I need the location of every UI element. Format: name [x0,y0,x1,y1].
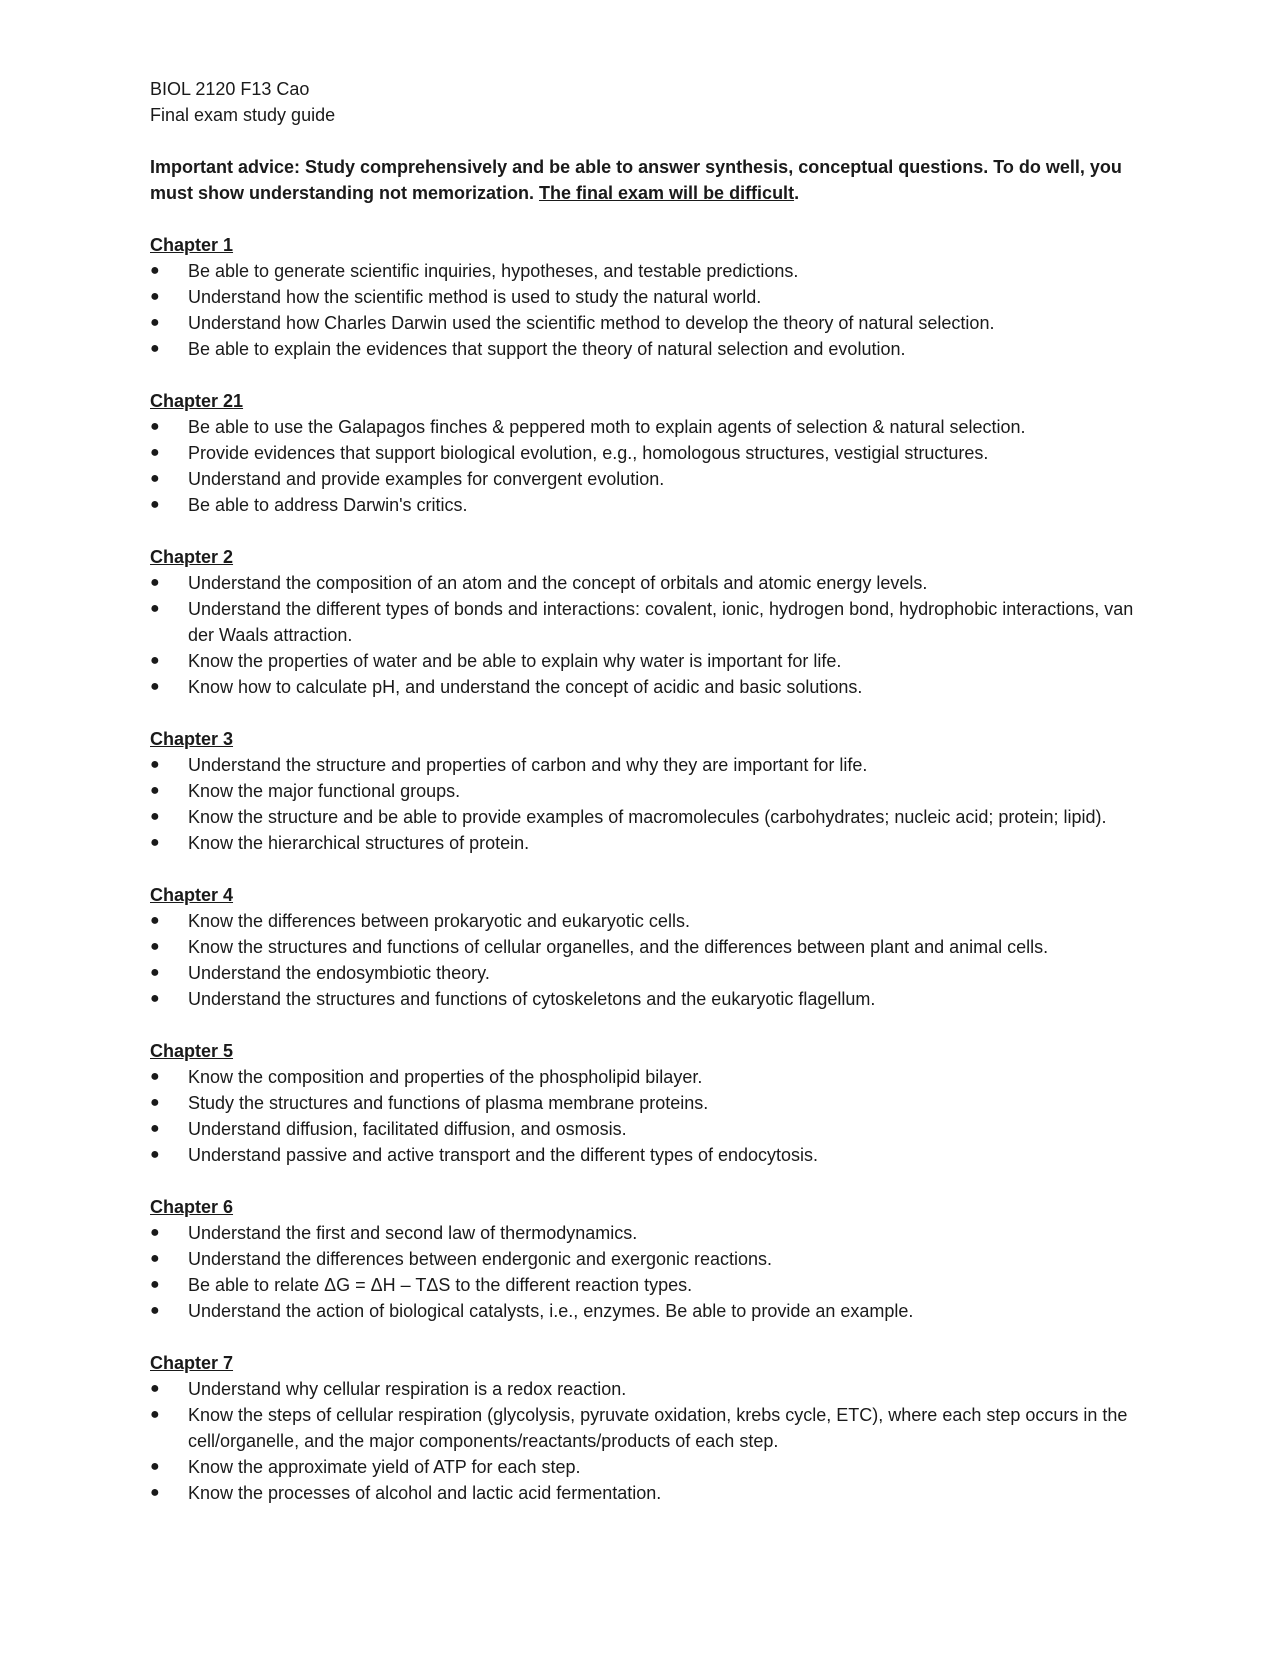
list-item [150,1142,1150,1168]
chapter-section [150,726,1150,856]
list-item-text: Know the structures and functions of cellular organelles, and the differences between plant and animal cells. [188,937,1049,957]
list-item-text: Know the structure and be able to provide examples of macromolecules (carbohydrates; nucleic acid; protein; lipid). [188,807,1107,827]
list-item [150,1246,1150,1272]
chapter-item-list [150,1220,1150,1324]
list-item-text: Understand the structures and functions of cytoskeletons and the eukaryotic flagellum. [188,989,876,1009]
chapter-section [150,544,1150,700]
list-item-text: Understand the different types of bonds and interactions: covalent, ionic, hydrogen bond, hydrophobic interactions, van der Waals attraction. [188,599,1134,645]
list-item [150,492,1150,518]
list-item [150,986,1150,1012]
list-item-text: Understand and provide examples for convergent evolution. [188,469,665,489]
bullet-icon: ● [150,1458,160,1475]
list-item-text: Understand diffusion, facilitated diffusion, and osmosis. [188,1119,627,1139]
chapter-item-list [150,414,1150,518]
list-item [150,674,1150,700]
list-item [150,1376,1150,1402]
list-item [150,310,1150,336]
advice-text: Important advice: Study comprehensively and be able to answer synthesis, conceptual questions. To do well, you must show understanding not memorization. [150,157,1122,203]
bullet-icon: ● [150,964,160,981]
list-item [150,830,1150,856]
bullet-icon: ● [150,444,160,461]
list-item-text: Understand the first and second law of thermodynamics. [188,1223,638,1243]
bullet-icon: ● [150,340,160,357]
bullet-icon: ● [150,1250,160,1267]
chapter-item-list [150,1376,1150,1506]
list-item [150,570,1150,596]
list-item [150,804,1150,830]
chapter-item-list [150,570,1150,700]
chapter-item-list [150,908,1150,1012]
bullet-icon: ● [150,470,160,487]
list-item-text: Understand the structure and properties of carbon and why they are important for life. [188,755,868,775]
list-item-text: Understand how Charles Darwin used the scientific method to develop the theory of natural selection. [188,313,995,333]
important-advice [150,154,1150,206]
bullet-icon: ● [150,1380,160,1397]
list-item [150,960,1150,986]
bullet-icon: ● [150,756,160,773]
bullet-icon: ● [150,912,160,929]
bullet-icon: ● [150,782,160,799]
list-item-text: Understand the endosymbiotic theory. [188,963,490,983]
list-item [150,1454,1150,1480]
list-item-text: Be able to relate ΔG = ΔH – TΔS to the different reaction types. [188,1275,693,1295]
bullet-icon: ● [150,1276,160,1293]
chapter-section [150,232,1150,362]
bullet-icon: ● [150,1068,160,1085]
list-item [150,1402,1150,1454]
bullet-icon: ● [150,1120,160,1137]
chapter-title: Chapter 4 [150,885,234,905]
list-item [150,1480,1150,1506]
list-item [150,596,1150,648]
list-item [150,908,1150,934]
list-item-text: Understand the differences between endergonic and exergonic reactions. [188,1249,773,1269]
list-item [150,1220,1150,1246]
bullet-icon: ● [150,990,160,1007]
bullet-icon: ● [150,652,160,669]
chapter-item-list [150,752,1150,856]
list-item-text: Know the approximate yield of ATP for each step. [188,1457,581,1477]
bullet-icon: ● [150,314,160,331]
list-item-text: Know the steps of cellular respiration (glycolysis, pyruvate oxidation, krebs cycle, ETC), where each step occurs in the cell/organelle, and the major components/reactants/products of each step. [188,1405,1128,1451]
chapter-title: Chapter 7 [150,1353,234,1373]
list-item [150,934,1150,960]
list-item [150,1272,1150,1298]
bullet-icon: ● [150,600,160,617]
list-item [150,284,1150,310]
chapter-section [150,1350,1150,1506]
advice-emphasis: The final exam will be difficult [539,183,795,203]
bullet-icon: ● [150,262,160,279]
bullet-icon: ● [150,834,160,851]
list-item-text: Understand why cellular respiration is a redox reaction. [188,1379,627,1399]
course-code: BIOL 2120 F13 Cao [150,79,310,99]
chapter-title: Chapter 1 [150,235,234,255]
chapter-list [150,232,1150,1506]
list-item [150,1298,1150,1324]
list-item-text: Be able to generate scientific inquiries, hypotheses, and testable predictions. [188,261,799,281]
bullet-icon: ● [150,288,160,305]
chapter-section [150,388,1150,518]
bullet-icon: ● [150,574,160,591]
chapter-item-list [150,258,1150,362]
bullet-icon: ● [150,1146,160,1163]
list-item-text: Understand the composition of an atom and the concept of orbitals and atomic energy levels. [188,573,928,593]
list-item-text: Know the hierarchical structures of protein. [188,833,530,853]
list-item [150,1116,1150,1142]
bullet-icon: ● [150,1224,160,1241]
list-item [150,1090,1150,1116]
bullet-icon: ● [150,1094,160,1111]
list-item [150,336,1150,362]
chapter-title: Chapter 21 [150,391,244,411]
list-item-text: Understand how the scientific method is used to study the natural world. [188,287,762,307]
list-item-text: Know the major functional groups. [188,781,461,801]
list-item-text: Know the composition and properties of the phospholipid bilayer. [188,1067,703,1087]
list-item [150,752,1150,778]
list-item [150,258,1150,284]
list-item [150,414,1150,440]
bullet-icon: ● [150,678,160,695]
list-item [150,1064,1150,1090]
bullet-icon: ● [150,418,160,435]
bullet-icon: ● [150,808,160,825]
list-item-text: Know how to calculate pH, and understand the concept of acidic and basic solutions. [188,677,863,697]
list-item-text: Know the processes of alcohol and lactic acid fermentation. [188,1483,662,1503]
list-item [150,778,1150,804]
list-item [150,466,1150,492]
bullet-icon: ● [150,496,160,513]
list-item-text: Understand passive and active transport and the different types of endocytosis. [188,1145,819,1165]
list-item-text: Understand the action of biological catalysts, i.e., enzymes. Be able to provide an example. [188,1301,914,1321]
chapter-title: Chapter 3 [150,729,234,749]
list-item-text: Provide evidences that support biological evolution, e.g., homologous structures, vestigial structures. [188,443,989,463]
bullet-icon: ● [150,1484,160,1501]
chapter-title: Chapter 5 [150,1041,234,1061]
chapter-title: Chapter 2 [150,547,234,567]
list-item-text: Study the structures and functions of plasma membrane proteins. [188,1093,709,1113]
list-item [150,648,1150,674]
chapter-title: Chapter 6 [150,1197,234,1217]
bullet-icon: ● [150,1406,160,1423]
advice-end: . [794,183,800,203]
bullet-icon: ● [150,1302,160,1319]
list-item [150,440,1150,466]
chapter-section [150,1038,1150,1168]
list-item-text: Be able to explain the evidences that support the theory of natural selection and evolution. [188,339,906,359]
study-guide-page [150,76,1150,1506]
bullet-icon: ● [150,938,160,955]
chapter-section [150,1194,1150,1324]
chapter-section [150,882,1150,1012]
list-item-text: Be able to address Darwin's critics. [188,495,468,515]
list-item-text: Know the properties of water and be able to explain why water is important for life. [188,651,842,671]
list-item-text: Be able to use the Galapagos finches & peppered moth to explain agents of selection & natural selection. [188,417,1026,437]
chapter-item-list [150,1064,1150,1168]
list-item-text: Know the differences between prokaryotic and eukaryotic cells. [188,911,690,931]
document-title: Final exam study guide [150,105,336,125]
